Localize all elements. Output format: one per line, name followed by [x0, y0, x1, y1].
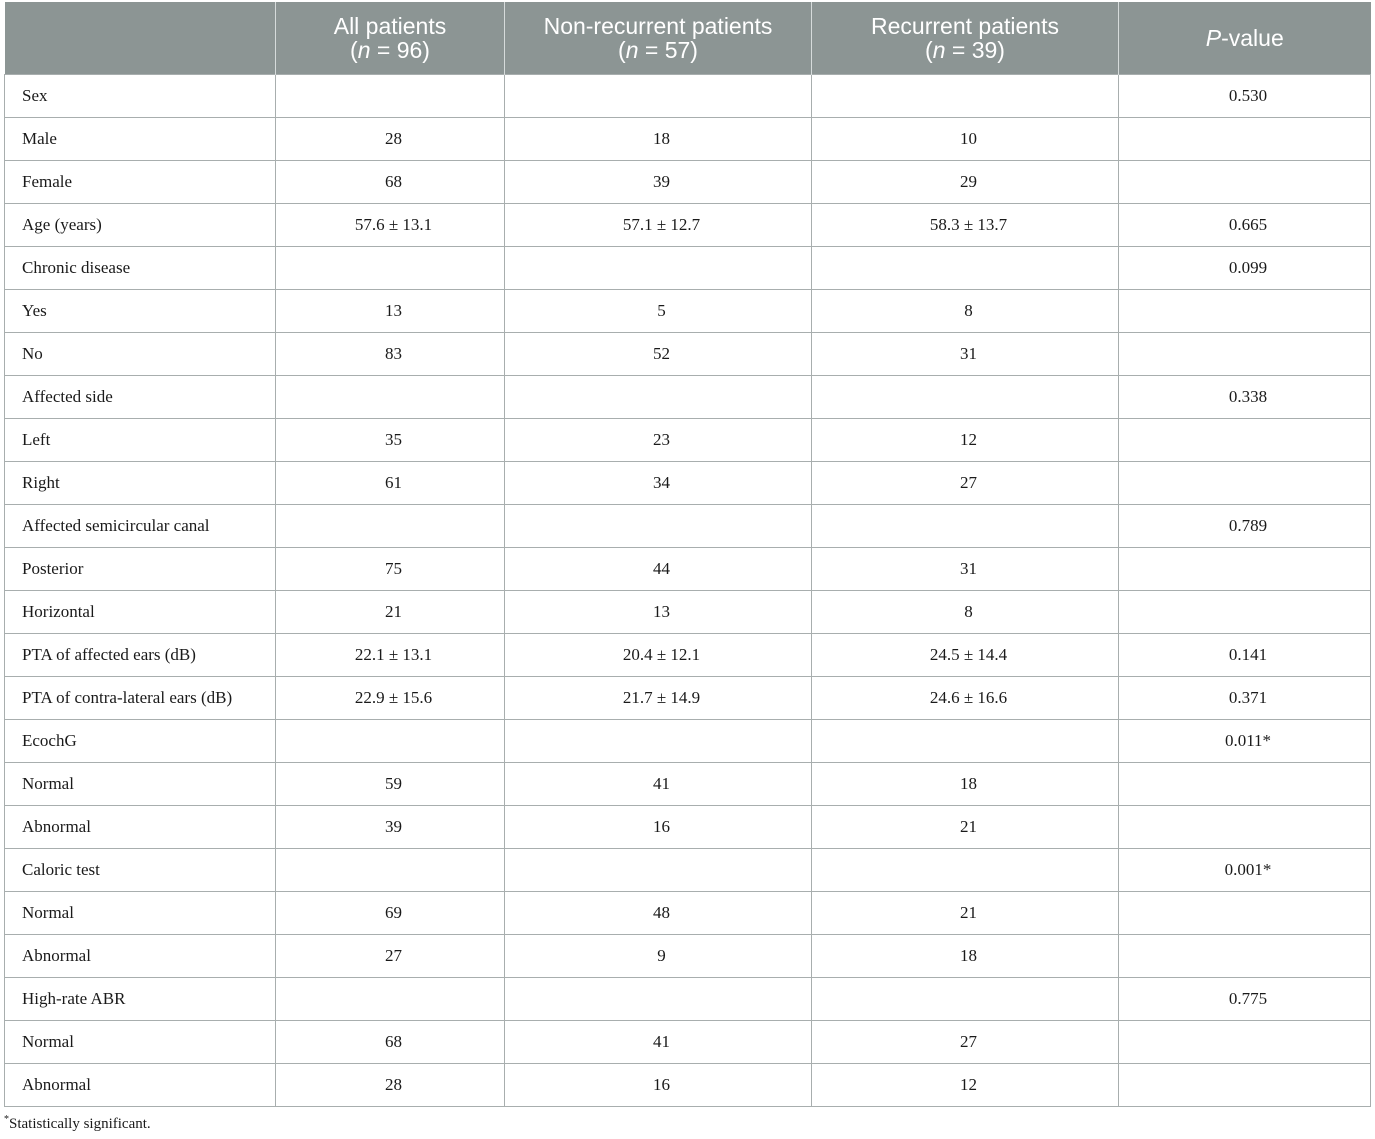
recurrent-cell	[812, 849, 1119, 892]
recurrent-cell: 24.6 ± 16.6	[812, 677, 1119, 720]
header-recurrent-n: (n = 39)	[925, 37, 1005, 63]
p-value-cell	[1119, 290, 1371, 333]
non-recurrent-cell: 16	[505, 1064, 812, 1107]
recurrent-cell: 21	[812, 892, 1119, 935]
table-row	[5, 849, 1371, 892]
table-row	[5, 118, 1371, 161]
all-patients-cell: 61	[276, 462, 505, 505]
header-non-recurrent-n: (n = 57)	[618, 37, 698, 63]
footnote	[4, 1114, 151, 1133]
header-p-value: P-value	[1119, 2, 1371, 75]
row-label-cell: Male	[5, 118, 276, 161]
all-patients-cell: 21	[276, 591, 505, 634]
non-recurrent-cell: 21.7 ± 14.9	[505, 677, 812, 720]
recurrent-cell: 29	[812, 161, 1119, 204]
recurrent-cell	[812, 720, 1119, 763]
recurrent-cell: 27	[812, 1021, 1119, 1064]
row-label-cell: Caloric test	[5, 849, 276, 892]
p-value-cell	[1119, 1064, 1371, 1107]
p-value-cell	[1119, 935, 1371, 978]
all-patients-cell: 27	[276, 935, 505, 978]
table-row	[5, 634, 1371, 677]
all-patients-cell	[276, 849, 505, 892]
table-row	[5, 376, 1371, 419]
non-recurrent-cell: 16	[505, 806, 812, 849]
p-value-cell: 0.789	[1119, 505, 1371, 548]
p-value-cell	[1119, 763, 1371, 806]
table-row	[5, 462, 1371, 505]
table-body	[5, 75, 1371, 1107]
all-patients-cell	[276, 720, 505, 763]
table-container	[4, 2, 1370, 1107]
non-recurrent-cell: 44	[505, 548, 812, 591]
table-row	[5, 505, 1371, 548]
table-row	[5, 806, 1371, 849]
table-row	[5, 763, 1371, 806]
row-label-cell: High-rate ABR	[5, 978, 276, 1021]
row-label-cell: Yes	[5, 290, 276, 333]
p-value-cell: 0.141	[1119, 634, 1371, 677]
patient-characteristics-table	[4, 2, 1371, 1107]
non-recurrent-cell: 41	[505, 1021, 812, 1064]
header-all-patients-title: All patients	[333, 13, 447, 39]
recurrent-cell: 24.5 ± 14.4	[812, 634, 1119, 677]
all-patients-cell: 69	[276, 892, 505, 935]
recurrent-cell: 31	[812, 333, 1119, 376]
table-row	[5, 1021, 1371, 1064]
recurrent-cell: 27	[812, 462, 1119, 505]
non-recurrent-cell	[505, 849, 812, 892]
header-non-recurrent-title: Non-recurrent patients	[543, 13, 773, 39]
non-recurrent-cell: 41	[505, 763, 812, 806]
p-value-cell: 0.338	[1119, 376, 1371, 419]
row-label-cell: Age (years)	[5, 204, 276, 247]
row-label-cell: Normal	[5, 1021, 276, 1064]
non-recurrent-cell: 39	[505, 161, 812, 204]
row-label-cell: Normal	[5, 892, 276, 935]
non-recurrent-cell	[505, 505, 812, 548]
all-patients-cell: 83	[276, 333, 505, 376]
recurrent-cell: 12	[812, 419, 1119, 462]
non-recurrent-cell: 5	[505, 290, 812, 333]
row-label-cell: Normal	[5, 763, 276, 806]
p-value-cell	[1119, 118, 1371, 161]
header-all-patients	[276, 2, 505, 75]
all-patients-cell	[276, 376, 505, 419]
p-value-cell: 0.775	[1119, 978, 1371, 1021]
recurrent-cell: 12	[812, 1064, 1119, 1107]
table-row	[5, 161, 1371, 204]
recurrent-cell: 8	[812, 591, 1119, 634]
non-recurrent-cell: 34	[505, 462, 812, 505]
non-recurrent-cell: 18	[505, 118, 812, 161]
non-recurrent-cell: 20.4 ± 12.1	[505, 634, 812, 677]
table-row	[5, 247, 1371, 290]
header-empty	[5, 2, 276, 75]
recurrent-cell: 21	[812, 806, 1119, 849]
p-value-cell	[1119, 333, 1371, 376]
header-row	[5, 2, 1371, 75]
table-row	[5, 677, 1371, 720]
recurrent-cell: 10	[812, 118, 1119, 161]
row-label-cell: PTA of affected ears (dB)	[5, 634, 276, 677]
non-recurrent-cell: 23	[505, 419, 812, 462]
p-value-cell	[1119, 1021, 1371, 1064]
recurrent-cell: 8	[812, 290, 1119, 333]
p-value-cell	[1119, 591, 1371, 634]
all-patients-cell: 28	[276, 1064, 505, 1107]
table-row	[5, 204, 1371, 247]
row-label-cell: Horizontal	[5, 591, 276, 634]
recurrent-cell: 58.3 ± 13.7	[812, 204, 1119, 247]
table-row	[5, 591, 1371, 634]
footnote-marker: *	[4, 1114, 9, 1125]
p-value-cell	[1119, 161, 1371, 204]
p-value-cell	[1119, 806, 1371, 849]
row-label-cell: Abnormal	[5, 1064, 276, 1107]
all-patients-cell: 59	[276, 763, 505, 806]
p-value-cell: 0.371	[1119, 677, 1371, 720]
non-recurrent-cell: 48	[505, 892, 812, 935]
row-label-cell: PTA of contra-lateral ears (dB)	[5, 677, 276, 720]
p-value-cell	[1119, 419, 1371, 462]
row-label-cell: Chronic disease	[5, 247, 276, 290]
footnote-text: Statistically significant.	[9, 1116, 151, 1132]
all-patients-cell: 68	[276, 161, 505, 204]
non-recurrent-cell	[505, 75, 812, 118]
recurrent-cell	[812, 978, 1119, 1021]
recurrent-cell	[812, 247, 1119, 290]
all-patients-cell: 68	[276, 1021, 505, 1064]
non-recurrent-cell	[505, 376, 812, 419]
table-row	[5, 935, 1371, 978]
non-recurrent-cell: 52	[505, 333, 812, 376]
table-row	[5, 419, 1371, 462]
recurrent-cell: 18	[812, 763, 1119, 806]
row-label-cell: EcochG	[5, 720, 276, 763]
row-label-cell: Posterior	[5, 548, 276, 591]
p-value-cell	[1119, 462, 1371, 505]
row-label-cell: Affected semicircular canal	[5, 505, 276, 548]
all-patients-cell: 22.1 ± 13.1	[276, 634, 505, 677]
table-row	[5, 1064, 1371, 1107]
row-label-cell: Female	[5, 161, 276, 204]
p-value-cell	[1119, 892, 1371, 935]
p-value-cell	[1119, 548, 1371, 591]
row-label-cell: Abnormal	[5, 806, 276, 849]
all-patients-cell: 35	[276, 419, 505, 462]
table-row	[5, 290, 1371, 333]
row-label-cell: Left	[5, 419, 276, 462]
recurrent-cell: 18	[812, 935, 1119, 978]
non-recurrent-cell	[505, 720, 812, 763]
table-header	[5, 2, 1371, 75]
row-label-cell: Abnormal	[5, 935, 276, 978]
non-recurrent-cell	[505, 247, 812, 290]
p-value-cell: 0.665	[1119, 204, 1371, 247]
all-patients-cell: 57.6 ± 13.1	[276, 204, 505, 247]
recurrent-cell	[812, 376, 1119, 419]
all-patients-cell: 22.9 ± 15.6	[276, 677, 505, 720]
non-recurrent-cell	[505, 978, 812, 1021]
all-patients-cell: 39	[276, 806, 505, 849]
table-row	[5, 720, 1371, 763]
table-row	[5, 333, 1371, 376]
header-recurrent-title: Recurrent patients	[871, 13, 1059, 39]
table-row	[5, 548, 1371, 591]
all-patients-cell	[276, 978, 505, 1021]
row-label-cell: No	[5, 333, 276, 376]
table-row	[5, 75, 1371, 118]
p-value-cell: 0.530	[1119, 75, 1371, 118]
all-patients-cell: 13	[276, 290, 505, 333]
p-value-cell: 0.001*	[1119, 849, 1371, 892]
recurrent-cell	[812, 505, 1119, 548]
header-all-patients-n: (n = 96)	[350, 37, 430, 63]
non-recurrent-cell: 9	[505, 935, 812, 978]
header-recurrent	[812, 2, 1119, 75]
all-patients-cell: 28	[276, 118, 505, 161]
row-label-cell: Affected side	[5, 376, 276, 419]
recurrent-cell: 31	[812, 548, 1119, 591]
all-patients-cell: 75	[276, 548, 505, 591]
row-label-cell: Right	[5, 462, 276, 505]
all-patients-cell	[276, 75, 505, 118]
all-patients-cell	[276, 247, 505, 290]
non-recurrent-cell: 57.1 ± 12.7	[505, 204, 812, 247]
header-non-recurrent	[505, 2, 812, 75]
row-label-cell: Sex	[5, 75, 276, 118]
p-value-cell: 0.011*	[1119, 720, 1371, 763]
table-row	[5, 978, 1371, 1021]
p-value-cell: 0.099	[1119, 247, 1371, 290]
recurrent-cell	[812, 75, 1119, 118]
all-patients-cell	[276, 505, 505, 548]
non-recurrent-cell: 13	[505, 591, 812, 634]
table-row	[5, 892, 1371, 935]
